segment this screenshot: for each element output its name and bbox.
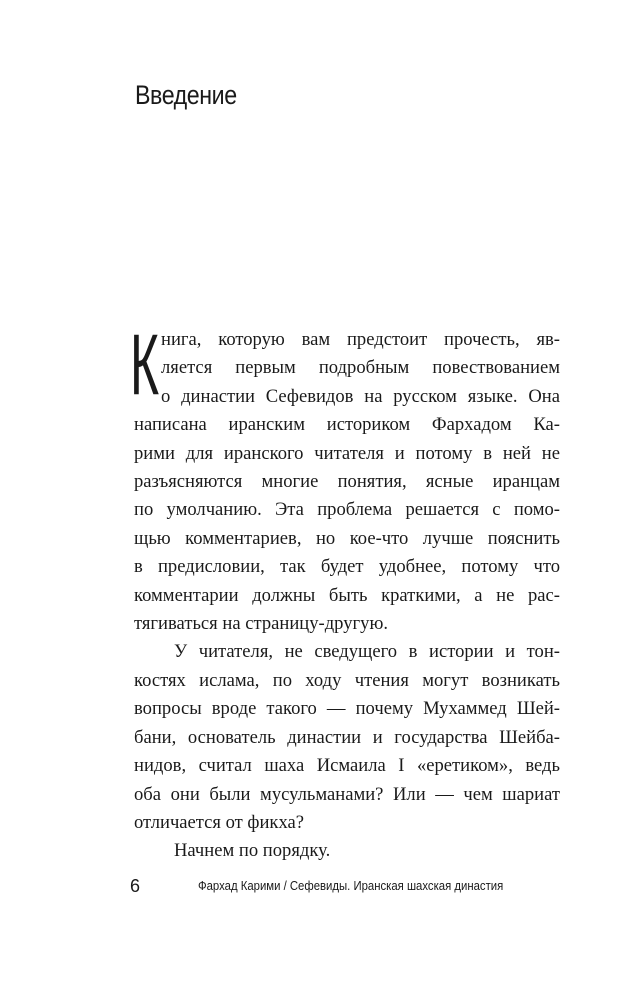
drop-cap: К — [130, 317, 160, 413]
page-footer — [130, 874, 550, 898]
text-line: тягиваться на страницу-другую. — [134, 613, 388, 635]
text-line: по умолчанию. Эта проблема решается с помо- — [134, 499, 560, 521]
text-line: нига, которую вам предстоит прочесть, яв- — [161, 329, 560, 350]
text-line: У читателя, не сведущего в истории и тон- — [174, 641, 560, 663]
text-line: разъясняются многие понятия, ясные иранцам — [134, 471, 560, 493]
body-text — [130, 317, 560, 866]
running-head: Фархад Карими / Сефевиды. Иранская шахская династия — [198, 878, 504, 893]
chapter-title: Введение — [135, 80, 237, 110]
paragraph-2 — [134, 638, 560, 837]
text-line: написана иранским историком Фархадом Ка- — [134, 414, 560, 436]
text-line: вопросы вроде такого — почему Мухаммед Шей- — [134, 698, 560, 720]
text-line: нидов, считал шаха Исмаила I «еретиком», ведь — [134, 755, 560, 777]
text-line: щью комментариев, но кое-что лучше пояснить — [134, 527, 560, 549]
text-line: о династии Сефевидов на русском языке. Она — [161, 385, 560, 407]
text-line: рими для иранского читателя и потому в ней не — [134, 442, 560, 464]
page-number: 6 — [130, 876, 141, 896]
text-line: отличается от фикха? — [134, 811, 305, 833]
text-line: комментарии должны быть краткими, а не рас- — [134, 584, 560, 606]
paragraph-1 — [134, 326, 560, 638]
text-line: Начнем по порядку. — [174, 840, 331, 862]
paragraph-3 — [134, 837, 560, 865]
text-line: в предисловии, так будет удобнее, потому что — [134, 556, 560, 578]
text-line: костях ислама, по ходу чтения могут возникать — [134, 669, 560, 691]
text-line: бани, основатель династии и государства Шейба- — [134, 726, 560, 748]
text-line: ляется первым подробным повествованием — [161, 357, 560, 379]
text-line: оба они были мусульманами? Или — чем шариат — [134, 783, 560, 805]
